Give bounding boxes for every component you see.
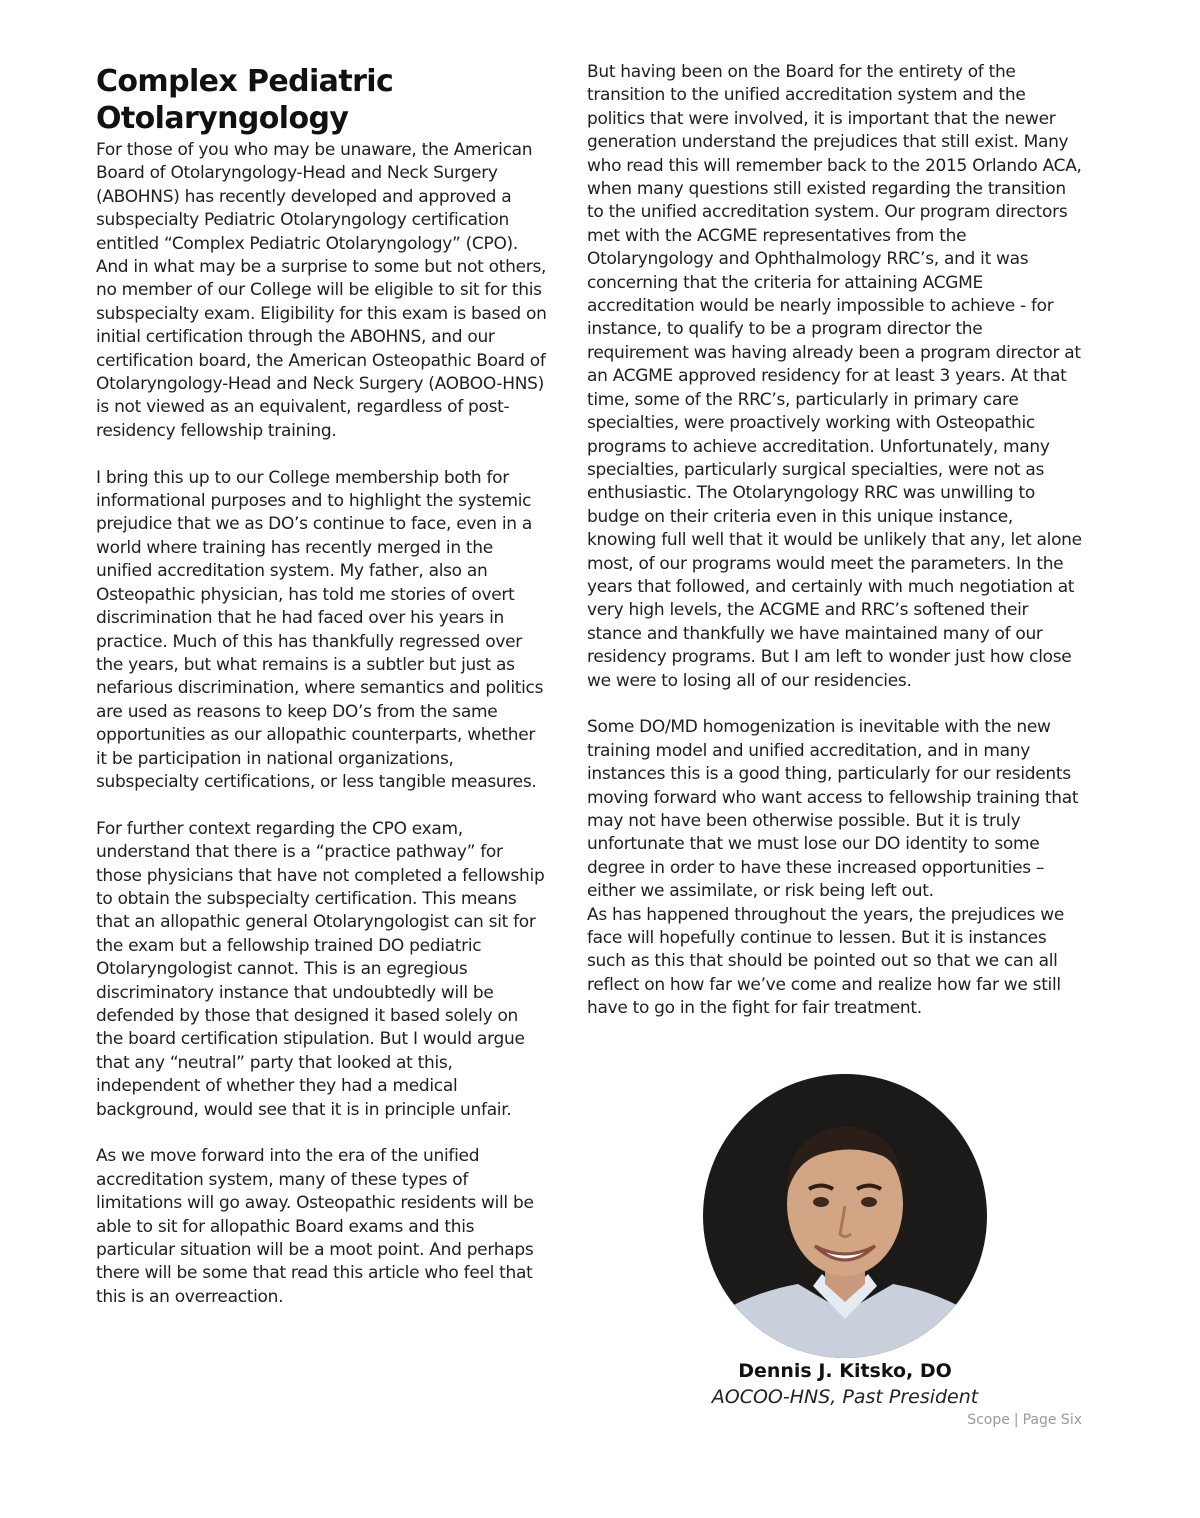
- article-paragraph: I bring this up to our College membership both for informational purposes and to highlight the systemic prejudice that we as DO’s continue to face, even in a world where training has recently merged in the unified accreditation system. My father, also an Osteopathic physician, has told me stories of overt discrimination that he had faced over his years in practice. Much of this has thankfully regressed over the years, but what remains is a subtler but just as nefarious discrimination, where semantics and politics are used as reasons to keep DO’s from the same opportunities as our allopathic counterparts, whether it be participation in national organizations, subspecialty certifications, or less tangible measures.: [96, 467, 544, 792]
- article-title: Complex Pediatric Otolaryngology: [96, 64, 394, 136]
- author-name: Dennis J. Kitsko, DO: [738, 1360, 952, 1382]
- page-number: Page Six: [1022, 1412, 1082, 1428]
- right-column: [587, 61, 1087, 1021]
- left-column: [96, 60, 548, 1309]
- footer-separator: |: [1013, 1412, 1019, 1428]
- article-paragraph: But having been on the Board for the entirety of the transition to the unified accreditation system and the politics that were involved, it is important that the newer generation understand the prejudices that still exist. Many who read this will remember back to the 2015 Orlando ACA, when many questions still existed regarding the transition to the unified accreditation system. Our program directors met with the ACGME representatives from the Otolaryngology and Ophthalmology RRC’s, and it was concerning that the criteria for attaining ACGME accreditation would be nearly impossible to achieve - for instance, to qualify to be a program director the requirement was having already been a program director at an ACGME approved residency for at least 3 years. At that time, some of the RRC’s, particularly in primary care specialties, were proactively working with Osteopathic programs to achieve accreditation. Unfortunately, many specialties, particularly surgical specialties, were not as enthusiastic. The Otolaryngology RRC was unwilling to budge on their criteria even in this unique instance, knowing full well that it would be unlikely that any, let alone most, of our programs would meet the parameters. In the years that followed, and certainly with much negotiation at very high levels, the ACGME and RRC’s softened their stance and thankfully we have maintained many of our residency programs. But I am left to wonder just how close we were to losing all of our residencies.: [587, 62, 1082, 691]
- author-portrait-illustration: [703, 1074, 987, 1358]
- article-paragraph: For those of you who may be unaware, the American Board of Otolaryngology-Head and Neck Surgery (ABOHNS) has recently developed and approved a subspecialty Pediatric Otolaryngology certification entitled “Complex Pediatric Otolaryngology” (CPO). And in what may be a surprise to some but not others, no member of our College will be eligible to sit for this subspecialty exam. Eligibility for this exam is based on initial certification through the ABOHNS, and our certification board, the American Osteopathic Board of Otolaryngology-Head and Neck Surgery (AOBOO-HNS) is not viewed as an equivalent, regardless of post-residency fellowship training.: [96, 140, 547, 441]
- publication-name: Scope: [967, 1412, 1010, 1428]
- article-paragraph: As has happened throughout the years, the prejudices we face will hopefully continue to lessen. But it is instances such as this that should be pointed out so that we can all reflect on how far we’ve come and realize how far we still have to go in the fight for fair treatment.: [587, 904, 1065, 1019]
- author-title: AOCOO-HNS, Past President: [711, 1386, 979, 1408]
- article-paragraph: As we move forward into the era of the unified accreditation system, many of these types of limitations will go away. Osteopathic residents will be able to sit for allopathic Board exams and this particular situation will be a moot point. And perhaps there will be some that read this article who feel that this is an overreaction.: [96, 1146, 534, 1307]
- author-photo: [703, 1074, 987, 1358]
- page-footer: [967, 1412, 1082, 1428]
- article-paragraph: Some DO/MD homogenization is inevitable with the new training model and unified accreditation, and in many instances this is a good thing, particularly for our residents moving forward who want access to fellowship training that may not have been otherwise possible. But it is truly unfortunate that we must lose our DO identity to some degree in order to have these increased opportunities – either we assimilate, or risk being left out.: [587, 717, 1079, 902]
- article-paragraph: For further context regarding the CPO exam, understand that there is a “practice pathway” for those physicians that have not completed a fellowship to obtain the subspecialty certification. This means that an allopathic general Otolaryngologist can sit for the exam but a fellowship trained DO pediatric Otolaryngologist cannot. This is an egregious discriminatory instance that undoubtedly will be defended by those that designed it based solely on the board certification stipulation. But I would argue that any “neutral” party that looked at this, independent of whether they had a medical background, would see that it is in principle unfair.: [96, 818, 545, 1120]
